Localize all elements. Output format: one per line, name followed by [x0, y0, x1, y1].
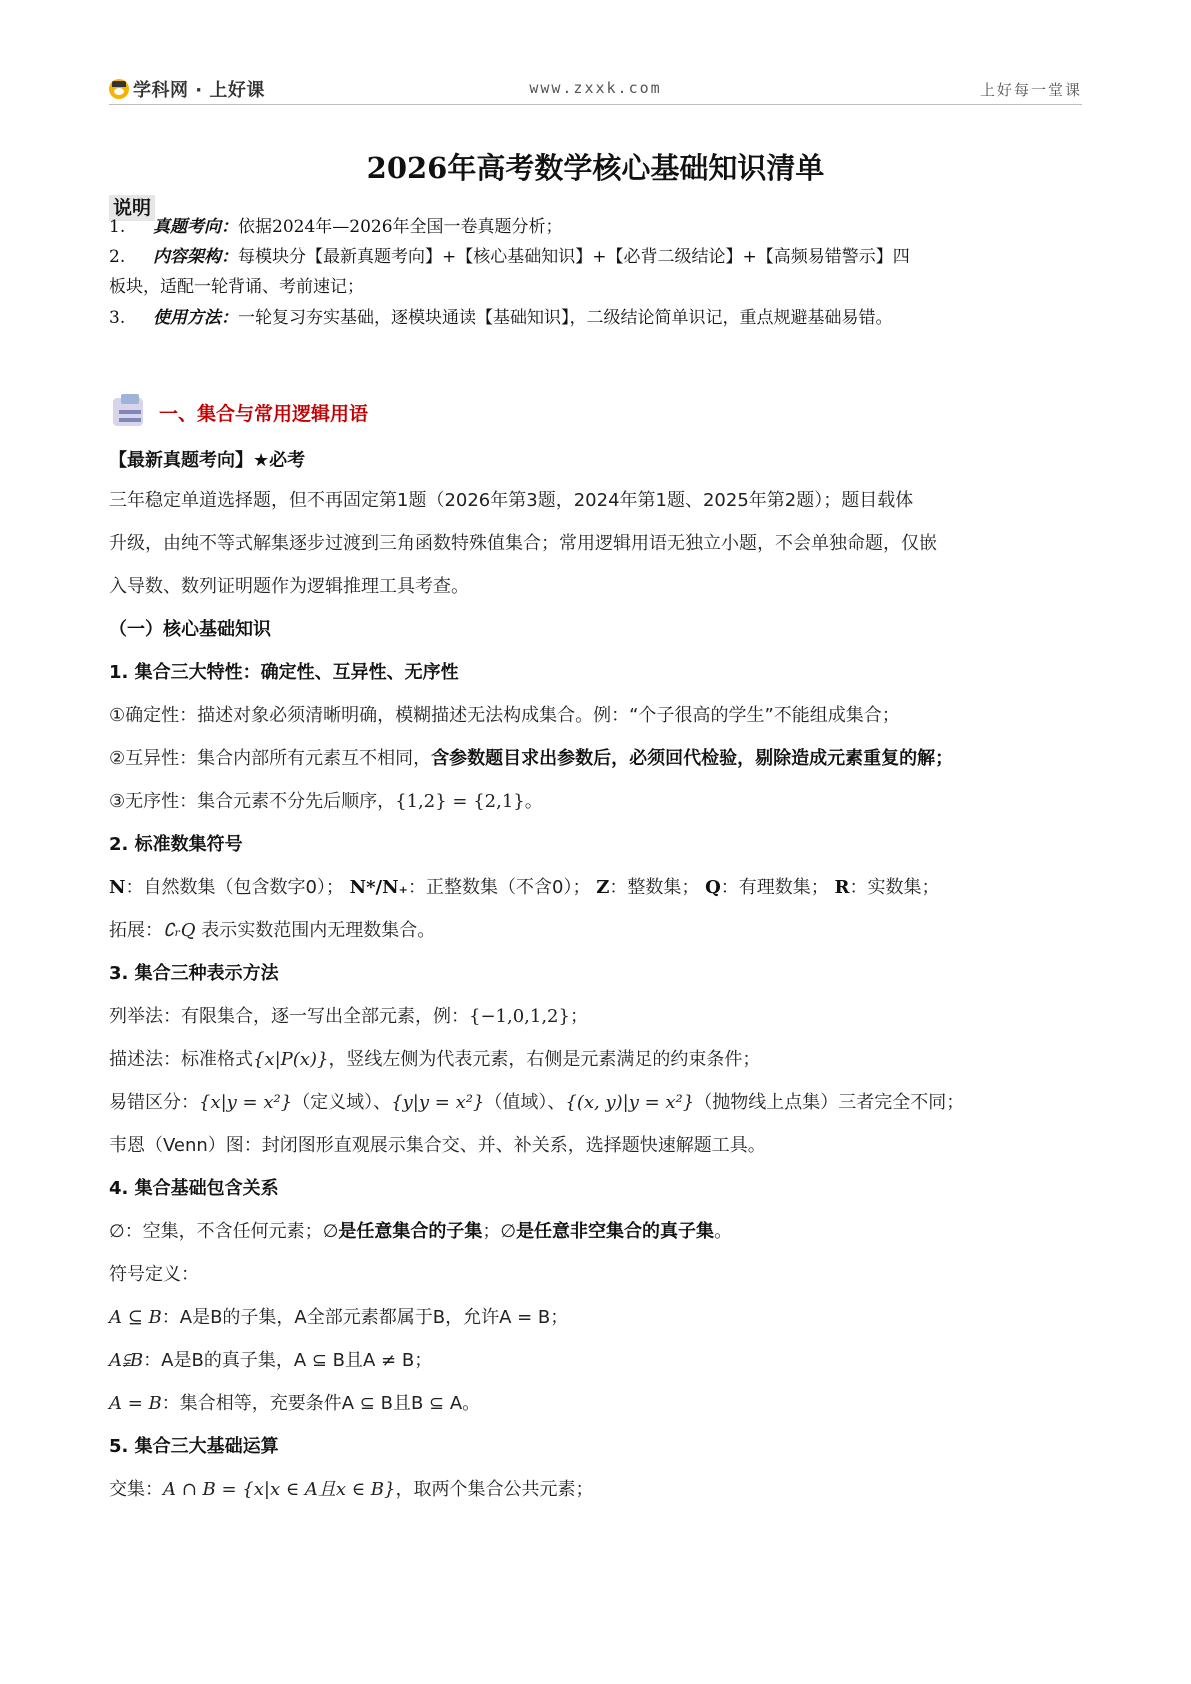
paragraph — [109, 1347, 1089, 1375]
text-span: （定义域）、 — [292, 1092, 392, 1113]
text-span: ③无序性：集合元素不分先后顺序， — [109, 791, 396, 812]
text-span: 。 — [524, 791, 543, 812]
note-num: 3. — [109, 308, 126, 328]
paragraph — [109, 874, 1089, 902]
paragraph: ①确定性：描述对象必须清晰明确，模糊描述无法构成集合。例：“个子很高的学生”不能组成集合； — [109, 705, 900, 726]
note-text: 板块，适配一轮背诵、考前速记； — [109, 277, 364, 297]
paragraph — [109, 745, 1089, 773]
exam-line: 升级，由纯不等式解集逐步过渡到三角函数特殊值集合；常用逻辑用语无独立小题，不会单独命题，仅嵌 — [109, 533, 937, 554]
sub-title: （一）核心基础知识 — [109, 619, 271, 640]
bold-span: 是任意非空集合的真子集 — [516, 1221, 715, 1242]
heading-3: 3. 集合三种表示方法 — [109, 963, 279, 984]
text-span: 拓展： — [109, 920, 163, 941]
note-item-1 — [109, 212, 1084, 243]
logo-text: 学科网 · 上好课 — [133, 80, 265, 101]
math-span: A ∩ B = {x|x ∈ A且x ∈ B} — [163, 1479, 396, 1500]
paragraph — [109, 1003, 1089, 1031]
text-span: 列举法：有限集合，逐一写出全部元素，例： — [109, 1006, 469, 1027]
site-url: www.zxxk.com — [529, 79, 662, 97]
text-span: 表示实数范围内无理数集合。 — [195, 920, 436, 941]
text-span: ：实数集； — [849, 877, 940, 898]
text-span: 易错区分： — [109, 1092, 199, 1113]
math-span: A⫋B — [109, 1350, 144, 1371]
math-span: {x|y = x²} — [199, 1092, 293, 1113]
math-span: ∁ᵣQ — [163, 920, 196, 941]
note-num: 2. — [109, 247, 126, 267]
notes-label: 说明 — [109, 195, 155, 221]
heading-2: 2. 标准数集符号 — [109, 834, 243, 855]
text-span: ②互异性：集合内部所有元素互不相同， — [109, 748, 432, 769]
exam-tag: 【最新真题考向】★必考 — [109, 450, 306, 471]
text-span: ：整数集； — [609, 877, 700, 898]
text-span: ：集合相等，充要条件A ⊆ B且B ⊆ A。 — [161, 1393, 481, 1414]
math-span: N*/N₊ — [349, 877, 409, 898]
text-span: ； — [569, 1006, 588, 1027]
math-span: N — [109, 877, 126, 898]
math-span: A ⊆ B — [109, 1307, 162, 1328]
math-span: {y|y = x²} — [391, 1092, 485, 1113]
paragraph — [109, 1476, 1089, 1504]
text-span: （值域）、 — [484, 1092, 566, 1113]
note-item-2 — [109, 242, 1084, 273]
math-span: ∅ — [322, 1221, 339, 1242]
math-span: {x|P(x)} — [253, 1049, 329, 1070]
heading-1: 1. 集合三大特性：确定性、互异性、无序性 — [109, 662, 459, 683]
math-span: ∅ — [109, 1221, 125, 1242]
math-span: Q — [705, 877, 721, 898]
paragraph — [109, 788, 1089, 816]
text-span: ，竖线左侧为代表元素，右侧是元素满足的约束条件； — [328, 1049, 761, 1070]
note-item-3 — [109, 303, 1084, 334]
note-head: 使用方法： — [153, 308, 238, 328]
note-text: 一轮复习夯实基础，逐模块通读【基础知识】，二级结论简单识记，重点规避基础易错。 — [238, 308, 893, 328]
note-num: 1. — [109, 217, 126, 237]
text-span: ：有理数集； — [720, 877, 829, 898]
math-span: ∅ — [500, 1221, 517, 1242]
math-span: R — [834, 877, 850, 898]
paragraph — [109, 917, 1089, 945]
bold-span: 含参数题目求出参数后，必须回代检验，剔除造成元素重复的解； — [431, 748, 954, 769]
text-span: （抛物线上点集）三者完全不同； — [694, 1092, 965, 1113]
heading-5: 5. 集合三大基础运算 — [109, 1436, 279, 1457]
note-text: 依据2024年—2026年全国一卷真题分析； — [238, 217, 563, 237]
section-title: 一、集合与常用逻辑用语 — [159, 402, 369, 425]
text-span: ：空集，不含任何元素； — [124, 1221, 323, 1242]
page-header — [109, 74, 1082, 105]
note-text: 每模块分【最新真题考向】+【核心基础知识】+【必背二级结论】+【高频易错警示】四 — [238, 247, 910, 267]
note-item-2-cont — [109, 272, 1084, 303]
paragraph — [109, 1390, 1089, 1418]
math-span: A = B — [109, 1393, 162, 1414]
text-span: ：自然数集（包含数字0）； — [125, 877, 344, 898]
paragraph: 符号定义： — [109, 1264, 199, 1285]
text-span: 。 — [714, 1221, 733, 1242]
books-icon — [109, 392, 155, 432]
text-span: ； — [482, 1221, 501, 1242]
paragraph — [109, 1304, 1089, 1332]
section-heading — [109, 392, 368, 432]
text-span: 交集： — [109, 1479, 163, 1500]
math-span: {−1,0,1,2} — [469, 1006, 570, 1027]
note-head: 真题考向： — [153, 217, 238, 237]
paragraph — [109, 1046, 1089, 1074]
note-head: 内容架构： — [153, 247, 238, 267]
header-slogan: 上好每一堂课 — [979, 81, 1082, 99]
math-span: {(x, y)|y = x²} — [565, 1092, 695, 1113]
paragraph — [109, 1089, 1089, 1117]
document-title: 2026年高考数学核心基础知识清单 — [366, 151, 825, 185]
exam-line: 入导数、数列证明题作为逻辑推理工具考查。 — [109, 576, 469, 597]
math-span: {1,2} = {2,1} — [395, 791, 525, 812]
paragraph: 韦恩（Venn）图：封闭图形直观展示集合交、并、补关系，选择题快速解题工具。 — [109, 1135, 766, 1156]
heading-4: 4. 集合基础包含关系 — [109, 1178, 279, 1199]
text-span: ：正整数集（不含0）； — [408, 877, 591, 898]
text-span: ：A是B的真子集，A ⊆ B且A ≠ B； — [143, 1350, 433, 1371]
math-span: Z — [596, 877, 610, 898]
bold-span: 是任意集合的子集 — [338, 1221, 483, 1242]
text-span: 描述法：标准格式 — [109, 1049, 253, 1070]
paragraph — [109, 1218, 1089, 1246]
text-span: ：A是B的子集，A全部元素都属于B，允许A = B； — [161, 1307, 569, 1328]
text-span: ，取两个集合公共元素； — [395, 1479, 594, 1500]
exam-line: 三年稳定单道选择题，但不再固定第1题（2026年第3题，2024年第1题、2025年第2题）；题目载体 — [109, 490, 914, 511]
